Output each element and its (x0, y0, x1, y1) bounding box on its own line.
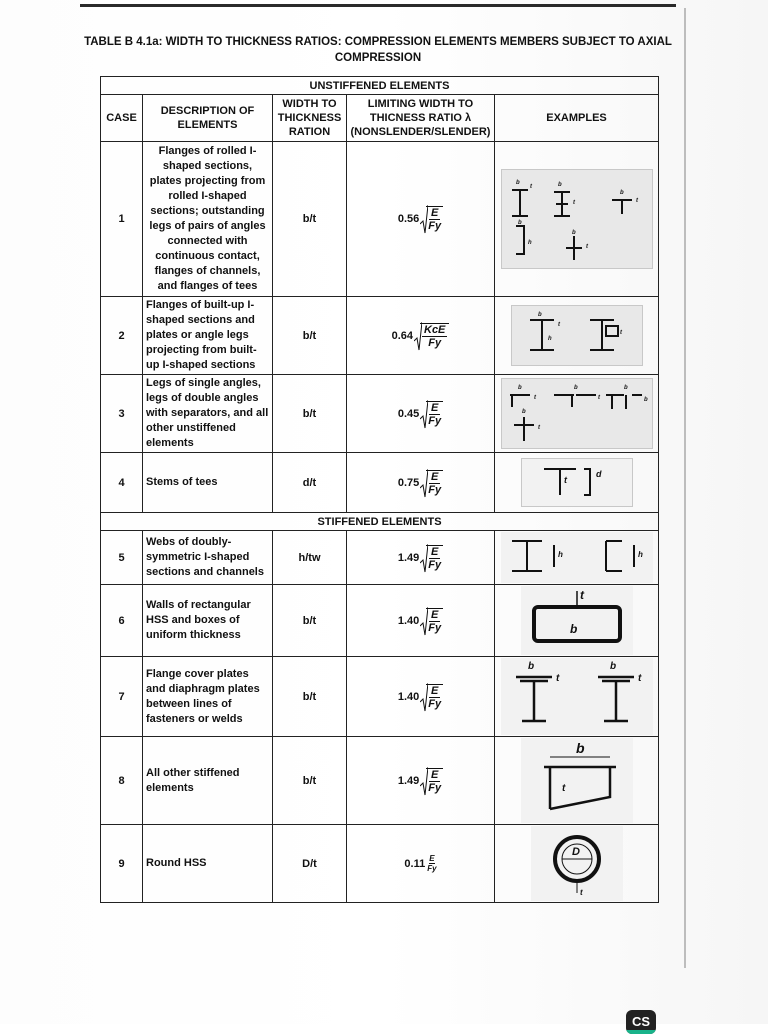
ratio-coefficient: 0.45 (397, 407, 420, 420)
case-number: 5 (101, 531, 143, 585)
element-description: Flange cover plates and diaphragm plates between lines of fasteners or welds (143, 657, 273, 737)
cover-plates-icon (501, 658, 653, 735)
svg-text:b: b (517, 220, 522, 226)
svg-text:t: t (572, 200, 575, 206)
limiting-ratio (347, 737, 495, 825)
header-width-thickness: WIDTH TO THICKNESS RATION (273, 95, 347, 142)
table-row (101, 375, 659, 453)
example-cell (495, 657, 659, 737)
svg-text:t: t (585, 244, 588, 250)
svg-text:h: h (637, 550, 643, 559)
section-unstiffened: UNSTIFFENED ELEMENTS (101, 77, 659, 95)
top-rule (80, 4, 676, 7)
limiting-ratio (347, 297, 495, 375)
example-cell (495, 375, 659, 453)
angles-icon (501, 378, 653, 449)
fraction-denominator: Fy (428, 621, 442, 634)
fraction-denominator: Fy (428, 558, 442, 571)
width-thickness-ratio: b/t (273, 657, 347, 737)
case-number: 1 (101, 142, 143, 297)
page-edge (684, 8, 686, 968)
svg-text:b: b (537, 312, 542, 318)
fraction-denominator: Fy (428, 483, 442, 496)
fraction-denominator: Fy (427, 864, 437, 873)
title-line-1: TABLE B 4.1a: WIDTH TO THICKNESS RATIOS: COMPRESSION ELEMENTS MEMBERS SUBJECT TO AXIAL (84, 36, 672, 48)
width-thickness-ratio: b/t (273, 375, 347, 453)
svg-text:t: t (561, 783, 565, 794)
element-description: Legs of single angles, legs of double angles with separators, and all other unstiffened elements (143, 375, 273, 453)
width-thickness-ratio: b/t (273, 297, 347, 375)
svg-text:t: t (555, 673, 559, 684)
element-description: Webs of doubly-symmetric I-shaped sections and channels (143, 531, 273, 585)
fraction-denominator: Fy (428, 414, 442, 427)
width-thickness-ratio: b/t (273, 585, 347, 657)
fraction-numerator: KcE (424, 323, 446, 336)
svg-text:b: b (557, 182, 562, 188)
camscanner-logo: CS (626, 1010, 656, 1034)
tee-stem-icon (521, 458, 633, 507)
section-stiffened: STIFFENED ELEMENTS (101, 513, 659, 531)
example-cell (495, 825, 659, 903)
fraction-numerator: E (431, 401, 439, 414)
example-cell (495, 453, 659, 513)
svg-text:b: b (517, 385, 522, 391)
svg-text:b: b (609, 661, 616, 672)
fraction-denominator: Fy (428, 781, 442, 794)
element-description: All other stiffened elements (143, 737, 273, 825)
svg-text:t: t (529, 184, 532, 190)
width-thickness-ratio: b/t (273, 142, 347, 297)
case-number: 4 (101, 453, 143, 513)
round-hss-icon (531, 826, 623, 901)
svg-text:D: D (571, 846, 580, 858)
other-stiffened-icon (521, 738, 633, 823)
fraction-numerator: E (431, 684, 439, 697)
header-examples: EXAMPLES (495, 95, 659, 142)
table-row (101, 657, 659, 737)
table-row (101, 531, 659, 585)
svg-text:t: t (619, 330, 622, 336)
limiting-ratio (347, 657, 495, 737)
table-row (101, 737, 659, 825)
limiting-ratio (347, 375, 495, 453)
width-thickness-ratio: D/t (273, 825, 347, 903)
ratio-coefficient: 1.49 (397, 551, 420, 564)
element-description: Round HSS (143, 825, 273, 903)
fraction-denominator: Fy (428, 697, 442, 710)
width-thickness-ratio: b/t (273, 737, 347, 825)
svg-text:b: b (623, 385, 628, 391)
case-number: 7 (101, 657, 143, 737)
svg-text:b: b (643, 397, 648, 403)
svg-text:b: b (573, 385, 578, 391)
built-up-i-sections-icon (511, 305, 643, 366)
table-row (101, 297, 659, 375)
limiting-ratio (347, 585, 495, 657)
ratio-coefficient: 0.56 (397, 213, 420, 225)
svg-text:b: b (521, 409, 526, 415)
limiting-ratio (347, 142, 495, 297)
svg-text:t: t (537, 425, 540, 431)
svg-text:t: t (635, 198, 638, 204)
example-cell (495, 585, 659, 657)
svg-text:b: b (571, 230, 576, 236)
table-row (101, 585, 659, 657)
ratio-coefficient: 0.64 (391, 329, 413, 342)
width-thickness-ratio: h/tw (273, 531, 347, 585)
limiting-ratio (347, 825, 495, 903)
ratio-coefficient: 1.40 (397, 690, 420, 703)
example-cell (495, 737, 659, 825)
rolled-i-sections-icon (501, 169, 653, 269)
svg-text:t: t (597, 395, 600, 401)
fraction-numerator: E (431, 470, 439, 483)
element-description: Stems of tees (143, 453, 273, 513)
svg-text:h: h (527, 240, 532, 246)
svg-text:t: t (579, 588, 584, 602)
limiting-ratio (347, 453, 495, 513)
svg-text:t: t (563, 475, 567, 485)
case-number: 2 (101, 297, 143, 375)
svg-text:t: t (579, 888, 583, 897)
svg-text:t: t (637, 673, 641, 684)
table-row (101, 453, 659, 513)
title-line-2: COMPRESSION (334, 52, 422, 64)
ratio-table (100, 76, 659, 903)
web-sections-icon (501, 532, 653, 583)
example-cell (495, 142, 659, 297)
svg-text:b: b (527, 661, 534, 672)
fraction-numerator: E (431, 207, 439, 219)
ratio-coefficient: 1.40 (397, 614, 420, 627)
case-number: 6 (101, 585, 143, 657)
fraction-denominator: Fy (428, 220, 442, 232)
header-case: CASE (101, 95, 143, 142)
table-row (101, 825, 659, 903)
table-title (80, 34, 676, 66)
case-number: 3 (101, 375, 143, 453)
svg-text:d: d (595, 469, 601, 479)
fraction-numerator: E (431, 545, 439, 558)
header-description: DESCRIPTION OF ELEMENTS (143, 95, 273, 142)
element-description: Flanges of rolled I-shaped sections, plates projecting from rolled I-shaped sections; outstanding legs of pairs of angles connected with continuous contact, flanges of channels, and flanges of tees (143, 142, 273, 297)
ratio-coefficient: 0.75 (397, 476, 420, 489)
example-cell (495, 297, 659, 375)
svg-text:b: b (619, 190, 624, 196)
fraction-numerator: E (431, 608, 439, 621)
svg-text:b: b (569, 622, 577, 636)
svg-text:t: t (533, 395, 536, 401)
fraction-numerator: E (429, 854, 435, 863)
header-limiting-ratio: LIMITING WIDTH TO THICNESS RATIO λ (NONSLENDER/SLENDER) (347, 95, 495, 142)
element-description: Flanges of built-up I-shaped sections and plates or angle legs projecting from built-up I-shaped sections (143, 297, 273, 375)
rectangular-hss-icon (521, 586, 633, 655)
case-number: 9 (101, 825, 143, 903)
svg-text:h: h (557, 550, 563, 559)
fraction-denominator: Fy (428, 336, 442, 349)
ratio-coefficient: 1.49 (397, 774, 420, 787)
fraction-numerator: E (431, 768, 439, 781)
case-number: 8 (101, 737, 143, 825)
element-description: Walls of rectangular HSS and boxes of uniform thickness (143, 585, 273, 657)
example-cell (495, 531, 659, 585)
svg-text:t: t (557, 322, 560, 328)
width-thickness-ratio: d/t (273, 453, 347, 513)
table-row (101, 142, 659, 297)
limiting-ratio (347, 531, 495, 585)
svg-text:h: h (547, 336, 552, 342)
svg-text:b: b (515, 180, 520, 186)
ratio-coefficient: 0.11 (404, 857, 426, 870)
svg-text:b: b (575, 740, 585, 756)
